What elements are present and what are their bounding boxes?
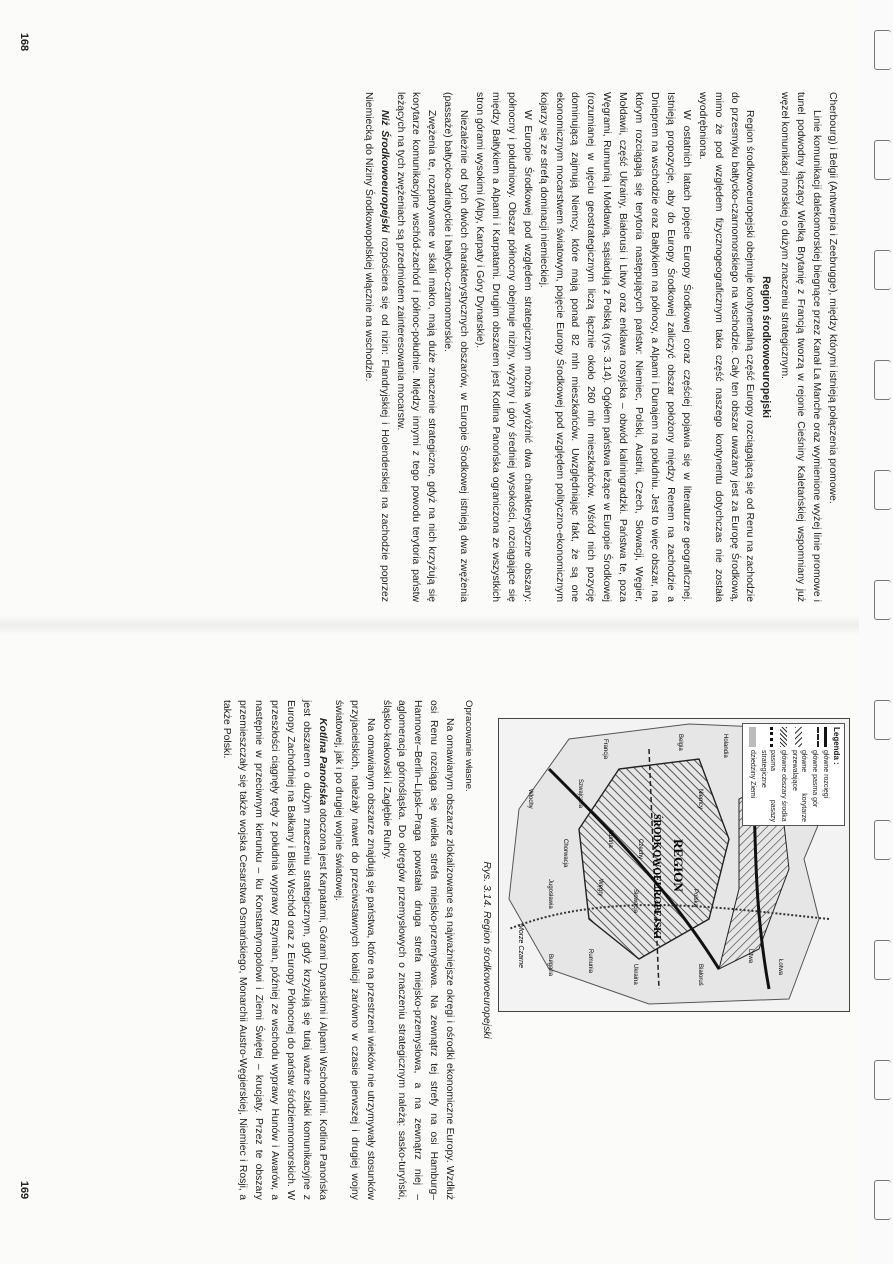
paragraph: Na omawianym obszarze znajdują się państwa, które na przestrzeni wieków nie utrzymywały stosunków przyjacielskich, należały nawet do przeciwstawnych koalicji zarówno w czasie pierwszej i drugiej wojny światowej, jak i po drugiej wojnie światowej.	[332, 700, 376, 1200]
legend-swatch	[780, 727, 787, 747]
place-label: Czechy	[637, 839, 643, 860]
place-label: Rumunia	[587, 949, 593, 974]
binding-mark	[874, 140, 891, 180]
paragraph: Cherbourg) i Belgii (Antwerpia i Zeebrugge), między którymi istnieją połączenia promowe.	[827, 92, 838, 504]
place-label: Chorwacja	[562, 839, 568, 868]
legend-swatch	[810, 727, 819, 747]
legend-label: pasma pasazy strategiczne	[760, 750, 776, 822]
legend-label: główne rozcięgi	[822, 750, 829, 799]
binding-mark	[874, 940, 891, 980]
paragraph: Region środkowoeuropejski obejmuje kontynentalną część Europy rozciągającą się od Renu na zachodzie do przesmyku bałtycko-czarnomorskiego na wschodzie. Cały ten obszar uważany jest za Europę Środkową, mimo że pod względem fizycznogeograficznym taka część naszego kontynentu dotychczas nie została wyodrębniona.	[696, 92, 756, 602]
figure-source: Opracowanie własne.	[463, 700, 475, 792]
legend-swatch	[763, 727, 773, 747]
place-label: Węgry	[597, 879, 603, 897]
paragraph-text: rozpościera się od nizin: Flandryjskiej i Holenderskiej na zachodzie poprzez Niemiecką do Niziny Środkowopolskiej włącznie na wschodzie.	[362, 92, 390, 602]
map-figure	[498, 718, 850, 1012]
paragraph	[360, 92, 392, 602]
sea-label: Morze Czarne	[517, 924, 524, 968]
paragraph: Zwężenia te, rozpatrywane w skali makro, mają duże znaczenie strategiczne, gdyż na nich krzyżują się korytarze komunikacyjne wschód-zachód i północ-południe. Między innymi z tego powodu terytoria państw leżących na tych zwężeniach są przedmiotem zainteresowania mocarstw.	[394, 92, 438, 602]
place-label: Łotwa	[777, 959, 783, 976]
place-label: Ukraina	[632, 964, 638, 985]
place-label: Litwa	[747, 949, 753, 964]
place-label: Jugosławia	[547, 879, 553, 909]
binding-edge	[859, 0, 893, 1264]
paragraph: Na omawianym obszarze zlokalizowane są najważniejsze okręgi i ośrodki ekonomiczne Europy. Wzdłuż osi Renu rozciąga się wielka strefa miejsko-przemysłowa. Na zewnątrz tej strefy na osi Hamburg–Hannover–Berlin–Lipsk–Praga powstała druga strefa miejsko-przemysłowa, a na zewnątrz niej – aglomeracja górnośląska. Do okręgów przemysłowych o znaczeniu strategicznym należą: sasko-turyński, śląsko-krakowski i Zagłębie Ruhry.	[380, 700, 456, 1200]
binding-mark	[874, 1180, 891, 1220]
page-number: 169	[18, 1180, 31, 1200]
legend-label: dziedziny Ziemi	[749, 750, 756, 799]
place-label: Bułgaria	[547, 954, 553, 977]
binding-mark	[874, 250, 891, 290]
legend-label: główne pasma gór	[811, 750, 818, 808]
binding-mark	[874, 820, 891, 860]
binding-mark	[874, 700, 891, 740]
legend-item	[759, 727, 777, 822]
binding-mark	[874, 30, 891, 70]
place-label: Belgia	[677, 734, 683, 751]
legend-item	[779, 727, 788, 822]
place-label: Szwajcaria	[577, 779, 583, 809]
place-label: Słowacja	[632, 889, 638, 914]
binding-mark	[874, 1060, 891, 1100]
place-label: Holandia	[722, 734, 728, 758]
page-fold	[0, 615, 893, 635]
map-title: REGION	[671, 839, 686, 892]
legend-item	[790, 727, 808, 822]
binding-mark	[874, 470, 891, 510]
paragraph: W ostatnich latach pojęcie Europy Środkowej coraz częściej pojawia się w literaturze geograficznej. Istnieją propozycje, aby do Europy Środkowej zaliczyć obszar położony między Renem na zachodzie a Dnieprem na wschodzie oraz Bałtykiem na północy, a Alpami i Dunajem na południu. Jest to więc obszar, na którym rozciągają się terytoria następujących państw: Niemiec, Polski, Austrii, Czech, Słowacji, Węgier, Mołdawii, część Ukrainy, Białorusi i Litwy oraz enklawa rosyjska – obwód kaliningradzki. Państwa te, poza Węgrami, Rumunią i Mołdawią, sąsiadują z Polską (rys. 3.14). Ogółem państwa leżące w Europie Środkowej (rozumianej w ujęciu geostrategicznym liczą łącznie około 260 mln mieszkańców. Wśród nich pozycję dominującą zajmują Niemcy, które mają ponad 82 mln mieszkańców. Uwzględniając fakt, że są one ekonomicznym mocarstwem światowym, pojęcie Europy Środkowej pod względem polityczno-ekonomicznym kojarzy się ze strefą dominacji niemieckiej.	[537, 92, 692, 602]
legend-swatch	[749, 727, 756, 747]
place-label: Austria	[607, 829, 613, 848]
figure-caption: Rys. 3.14. Region środkowoeuropejski	[481, 861, 492, 1039]
paragraph: Niezależnie od tych dwóch charakterystycznych obszarów, w Europie Środkowej istnieją dwa zwężenia (passaże) bałtycko-adriatyckie i bałtycko-czarnomorskie.	[442, 92, 470, 602]
legend-swatch	[824, 727, 827, 747]
page-169	[90, 700, 850, 1200]
term: Niż Środkowoeuropejski	[378, 110, 390, 233]
legend-item	[810, 727, 819, 822]
place-label: Polska	[692, 889, 698, 908]
legend-label: główne obszary środka	[780, 750, 787, 822]
legend-item	[821, 727, 830, 822]
paragraph	[219, 700, 330, 1200]
section-heading: Region środkowoeuropejski	[760, 276, 773, 418]
legend-item	[748, 727, 757, 822]
binding-mark	[874, 580, 891, 620]
place-label: Francja	[602, 739, 608, 760]
map-legend	[742, 723, 845, 826]
page-number: 168	[18, 32, 31, 52]
page-168	[80, 92, 840, 602]
paragraph: Linie komunikacji dalekomorskiej biegnące przez Kanał La Manche oraz wymienione wyżej linie promowe i tunel podwodny łączący Wielką Brytanię z Francją tworzą w rejonie Cieśniny Kaletańskiej wspomniany już węzeł komunikacji morskiej o dużym znaczeniu strategicznym.	[779, 92, 823, 602]
paragraph-text: otoczona jest Karpatami, Górami Dynarskimi i Alpami Wschodnimi. Kotlina Panońska jest obszarem o dużym znaczeniu strategicznym, gdyż krzyżują się tutaj ważne szlaki komunikacyjne z Europy Zachodniej na Bałkany i Bliski Wschód oraz z Europy Północnej do państw śródziemnomorskich. W przeszłości ciągnęły tędy z południa wyprawy Rzymian, później ze wschodu wyprawy Hunów i Awarów, a następnie w przeciwnym kierunku – ku Konstantynopolowi i Ziemi Świętej – krucjaty. Przez te obszary przemieszczały się także wojska Cesarstwa Osmańskiego, Monarchii Austro-Węgierskiej, Niemiec i Rosji, a także Polski.	[221, 700, 328, 1201]
place-label: Włochy	[527, 789, 533, 809]
paragraph: W Europie Środkowej pod względem strategicznym można wyróżnić dwa charakterystyczne obszary: północny i południowy. Obszar północny obejmuje niziny, wyżyny i góry średniej wysokości, rozciągające się między Bałtykiem a Alpami i Karpatami. Drugim obszarem jest Kotlina Panońska ograniczona ze wszystkich stron górami wysokimi (Alpy, Karpaty i Góry Dynarskie).	[474, 92, 533, 602]
map-title: ŚRODKOWOEUROPEJSKI	[651, 814, 662, 940]
legend-swatch	[796, 727, 803, 747]
term: Kotlina Panońska	[316, 718, 328, 806]
place-label: Niemcy	[697, 789, 703, 810]
place-label: Białoruś	[697, 964, 703, 986]
legend-label: główne korytarze przewalające	[791, 750, 807, 822]
binding-mark	[874, 360, 891, 400]
legend-title: Legenda :	[832, 727, 841, 765]
